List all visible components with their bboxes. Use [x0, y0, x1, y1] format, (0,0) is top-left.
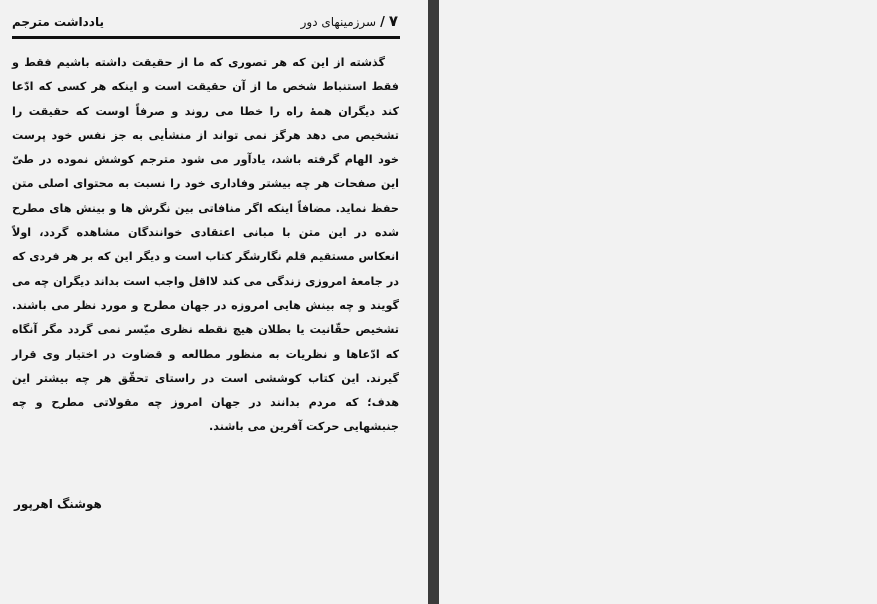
page-header	[12, 12, 398, 36]
translator-signature: هوشنگ اهرپور	[14, 497, 102, 511]
page-number: ۷	[388, 12, 398, 30]
book-title: سرزمینهای دور	[300, 15, 377, 29]
left-page	[0, 0, 428, 604]
header-separator: /	[380, 15, 385, 30]
right-page	[439, 0, 877, 604]
page-gutter	[428, 0, 439, 604]
running-head	[301, 12, 398, 30]
header-rule	[12, 36, 400, 39]
section-title: یادداشت مترجم	[12, 15, 104, 29]
body-paragraph: گذشته از این که هر تصوری که ما از حقیقت داشته باشیم فقط و فقط استنباط شخص ما از آن حقیقت است و اینکه هر کسی که ادّعا کند دیگران همهٔ راه را خطا می روند و صرفاً اوست که حقیقت را تشخیص می دهد هرگز نمی تواند از منشأیی به جز نفس خود پرست خود الهام گرفته باشد، یادآور می شود مترجم کوشش نموده در طیّ این صفحات هر چه بیشتر وفاداری خود را نسبت به محتوای اصلی متن حفظ نماید. مضافاً اینکه اگر منافاتی بین نگرش ها و بینش های مطرح شده در این متن با مبانی اعتقادی خوانندگان مشاهده گردد، اولاً انعکاس مستقیم قلم نگارشگر کتاب است و دیگر این که بر هر فردی که در جامعهٔ امروزی زندگی می کند لااقل واجب است بداند دیگران چه می گویند و چه بینش هایی امروزه در جهان مطرح و مورد نظر می باشند. تشخیص حقّانیت یا بطلان هیچ نقطه نظری میّسر نمی گردد مگر آنگاه که ادّعاها و نظریات به منظور مطالعه و قضاوت در اختیار وی قرار گیرند. این کتاب کوششی است در راستای تحقّق هر چه بیشتر این هدف؛ که مردم بدانند در جهان امروز چه مقولاتی مطرح و چه جنبشهایی حرکت آفرین می باشند.	[12, 56, 399, 434]
